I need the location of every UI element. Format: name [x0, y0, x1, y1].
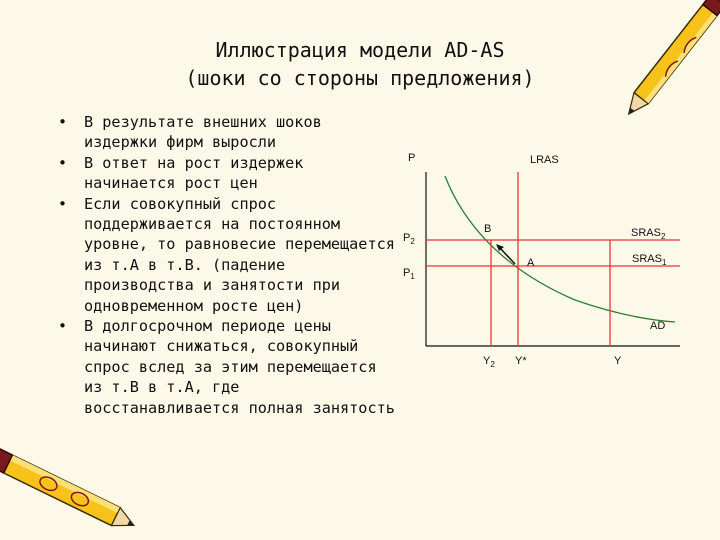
p2-label: $P_2$: [403, 232, 415, 246]
lras-label: LRAS: [530, 154, 559, 166]
sras2-label: $SRAS_2$: [631, 227, 666, 241]
bullet-item: • В ответ на рост издержек начинается рост цен: [58, 153, 398, 194]
slide-title-line2: (шоки со стороны предложения): [185, 66, 535, 90]
sras1-label: $SRAS_1$: [632, 253, 667, 267]
bullet-item: • Если совокупный спрос поддерживается на постоянном уровне, то равновесие перемещается из т.А в т.В. (падение производства и занятости при одновременном росте цен): [58, 194, 398, 316]
y2-label: $Y_2$: [483, 355, 495, 369]
y-axis-label: Y: [614, 355, 622, 367]
ad-label: AD: [650, 320, 666, 332]
pencil-icon: [0, 420, 150, 540]
p1-label: $P_1$: [403, 267, 415, 281]
ystar-label: Y*: [515, 355, 527, 367]
bullet-item: • В долгосрочном периоде цены начинают снижаться, совокупный спрос вслед за этим перемещается из т.В в т.А, где восстанавливается полная занятость: [58, 316, 398, 418]
ad-curve: [445, 176, 675, 322]
slide-title-line1: Иллюстрация модели AD-AS: [215, 38, 505, 62]
bullet-item: • В результате внешних шоков издержки фирм выросли: [58, 112, 398, 153]
p-axis-label: P: [408, 152, 416, 164]
pencil-icon: [578, 0, 720, 142]
point-a-label: A: [527, 257, 535, 269]
point-b-label: B: [484, 223, 492, 235]
